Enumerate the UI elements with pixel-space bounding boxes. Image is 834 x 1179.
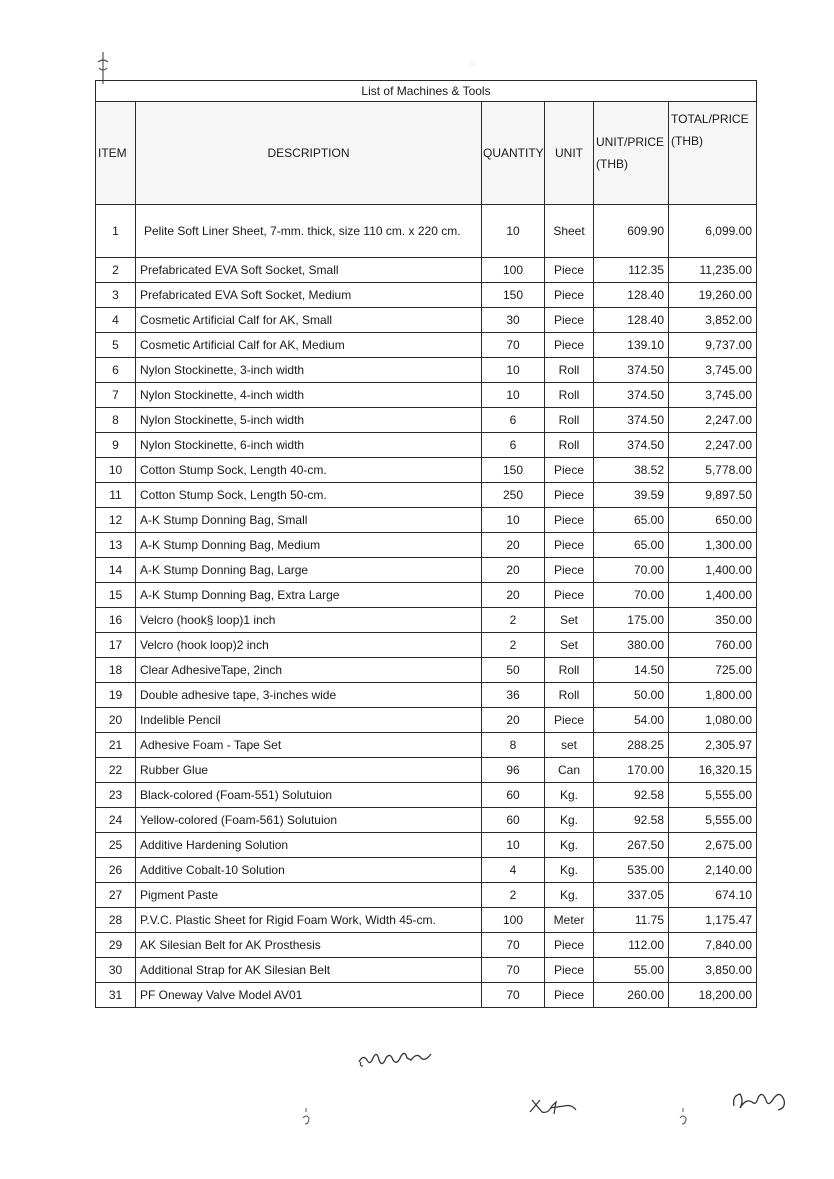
table-title: List of Machines & Tools [96, 81, 757, 102]
table-row [96, 733, 757, 758]
cell-unit: Sheet [545, 205, 594, 258]
cell-item: 18 [96, 658, 136, 683]
cell-description: Double adhesive tape, 3-inches wide [136, 683, 482, 708]
cell-description: Additive Hardening Solution [136, 833, 482, 858]
cell-unit-price: 92.58 [594, 783, 669, 808]
cell-total-price: 18,200.00 [669, 983, 757, 1008]
cell-unit: Can [545, 758, 594, 783]
cell-unit-price: 139.10 [594, 333, 669, 358]
cell-total-price: 2,140.00 [669, 858, 757, 883]
table-row [96, 958, 757, 983]
cell-unit: Piece [545, 283, 594, 308]
cell-total-price: 3,850.00 [669, 958, 757, 983]
cell-total-price: 725.00 [669, 658, 757, 683]
cell-quantity: 96 [482, 758, 545, 783]
cell-total-price: 5,555.00 [669, 808, 757, 833]
cell-unit: Roll [545, 683, 594, 708]
cell-description: PF Oneway Valve Model AV01 [136, 983, 482, 1008]
cell-total-price: 3,745.00 [669, 358, 757, 383]
table-row [96, 658, 757, 683]
cell-unit: Piece [545, 983, 594, 1008]
cell-unit-price: 54.00 [594, 708, 669, 733]
header-unit-price-line2: (THB) [596, 157, 628, 171]
cell-quantity: 4 [482, 858, 545, 883]
cell-item: 26 [96, 858, 136, 883]
cell-total-price: 3,852.00 [669, 308, 757, 333]
cell-total-price: 5,778.00 [669, 458, 757, 483]
ink-mark-2 [678, 1106, 688, 1128]
cell-unit-price: 175.00 [594, 608, 669, 633]
cell-item: 17 [96, 633, 136, 658]
cell-unit-price: 267.50 [594, 833, 669, 858]
table-row [96, 983, 757, 1008]
cell-unit: Piece [545, 483, 594, 508]
cell-quantity: 70 [482, 983, 545, 1008]
cell-description: P.V.C. Plastic Sheet for Rigid Foam Work, Width 45-cm. [136, 908, 482, 933]
cell-quantity: 60 [482, 783, 545, 808]
cell-item: 8 [96, 408, 136, 433]
cell-description: Rubber Glue [136, 758, 482, 783]
cell-description: Prefabricated EVA Soft Socket, Medium [136, 283, 482, 308]
cell-unit: Piece [545, 333, 594, 358]
table-row [96, 908, 757, 933]
cell-unit: Kg. [545, 858, 594, 883]
table-row [96, 808, 757, 833]
table-row [96, 708, 757, 733]
cell-unit: Roll [545, 408, 594, 433]
cell-unit: Kg. [545, 808, 594, 833]
cell-unit-price: 65.00 [594, 508, 669, 533]
cell-quantity: 2 [482, 608, 545, 633]
header-total-price-line2: (THB) [671, 134, 703, 148]
cell-unit-price: 260.00 [594, 983, 669, 1008]
handwritten-signature-1 [355, 1046, 437, 1072]
cell-item: 2 [96, 258, 136, 283]
cell-unit-price: 112.35 [594, 258, 669, 283]
cell-total-price: 1,175.47 [669, 908, 757, 933]
cell-unit: Piece [545, 583, 594, 608]
cell-item: 30 [96, 958, 136, 983]
cell-unit-price: 374.50 [594, 433, 669, 458]
header-total-price-line1: TOTAL/PRICE [671, 112, 749, 126]
cell-unit-price: 374.50 [594, 358, 669, 383]
cell-unit-price: 112.00 [594, 933, 669, 958]
cell-unit: Roll [545, 433, 594, 458]
cell-total-price: 1,400.00 [669, 583, 757, 608]
header-total-price [669, 102, 757, 205]
cell-unit: Kg. [545, 833, 594, 858]
cell-quantity: 20 [482, 583, 545, 608]
table-row [96, 358, 757, 383]
cell-unit-price: 374.50 [594, 408, 669, 433]
cell-description: Clear AdhesiveTape, 2inch [136, 658, 482, 683]
cell-description: Velcro (hook§ loop)1 inch [136, 608, 482, 633]
cell-unit-price: 374.50 [594, 383, 669, 408]
cell-unit: Set [545, 608, 594, 633]
header-row [96, 102, 757, 205]
cell-unit-price: 92.58 [594, 808, 669, 833]
cell-unit-price: 55.00 [594, 958, 669, 983]
cell-item: 24 [96, 808, 136, 833]
cell-unit: Roll [545, 658, 594, 683]
cell-item: 25 [96, 833, 136, 858]
cell-item: 21 [96, 733, 136, 758]
cell-quantity: 70 [482, 958, 545, 983]
cell-item: 9 [96, 433, 136, 458]
cell-total-price: 2,247.00 [669, 433, 757, 458]
header-unit: UNIT [545, 102, 594, 205]
cell-item: 7 [96, 383, 136, 408]
cell-unit-price: 11.75 [594, 908, 669, 933]
cell-unit-price: 65.00 [594, 533, 669, 558]
cell-total-price: 2,305.97 [669, 733, 757, 758]
table-row [96, 933, 757, 958]
table-row [96, 683, 757, 708]
table-row [96, 533, 757, 558]
header-unit-price-line1: UNIT/PRICE [596, 135, 665, 149]
cell-unit: Kg. [545, 883, 594, 908]
cell-total-price: 9,737.00 [669, 333, 757, 358]
cell-unit-price: 128.40 [594, 308, 669, 333]
cell-quantity: 100 [482, 258, 545, 283]
cell-description: AK Silesian Belt for AK Prosthesis [136, 933, 482, 958]
cell-unit: Roll [545, 358, 594, 383]
table-row [96, 383, 757, 408]
cell-quantity: 10 [482, 205, 545, 258]
cell-item: 14 [96, 558, 136, 583]
cell-total-price: 7,840.00 [669, 933, 757, 958]
cell-item: 4 [96, 308, 136, 333]
cell-description: Nylon Stockinette, 5-inch width [136, 408, 482, 433]
cell-quantity: 10 [482, 833, 545, 858]
ink-mark-1 [301, 1106, 311, 1128]
cell-description: Nylon Stockinette, 4-inch width [136, 383, 482, 408]
cell-total-price: 1,080.00 [669, 708, 757, 733]
cell-description: Cosmetic Artificial Calf for AK, Small [136, 308, 482, 333]
cell-item: 28 [96, 908, 136, 933]
table-row [96, 283, 757, 308]
cell-description: Prefabricated EVA Soft Socket, Small [136, 258, 482, 283]
cell-item: 22 [96, 758, 136, 783]
cell-quantity: 60 [482, 808, 545, 833]
cell-quantity: 10 [482, 358, 545, 383]
cell-total-price: 674.10 [669, 883, 757, 908]
cell-quantity: 70 [482, 333, 545, 358]
cell-unit-price: 170.00 [594, 758, 669, 783]
table-row [96, 633, 757, 658]
cell-description: Yellow-colored (Foam-561) Solutuion [136, 808, 482, 833]
cell-total-price: 1,400.00 [669, 558, 757, 583]
handwritten-signature-2 [528, 1094, 584, 1120]
cell-description: Cotton Stump Sock, Length 50-cm. [136, 483, 482, 508]
cell-total-price: 2,675.00 [669, 833, 757, 858]
cell-item: 10 [96, 458, 136, 483]
cell-unit: Piece [545, 308, 594, 333]
cell-quantity: 150 [482, 458, 545, 483]
table-row [96, 408, 757, 433]
cell-description: Velcro (hook loop)2 inch [136, 633, 482, 658]
cell-item: 1 [96, 205, 136, 258]
table-row [96, 458, 757, 483]
cell-item: 12 [96, 508, 136, 533]
cell-unit-price: 38.52 [594, 458, 669, 483]
cell-unit-price: 50.00 [594, 683, 669, 708]
cell-item: 31 [96, 983, 136, 1008]
cell-unit-price: 380.00 [594, 633, 669, 658]
cell-description: A-K Stump Donning Bag, Extra Large [136, 583, 482, 608]
cell-quantity: 20 [482, 558, 545, 583]
cell-total-price: 19,260.00 [669, 283, 757, 308]
cell-unit: Piece [545, 508, 594, 533]
cell-description: Cosmetic Artificial Calf for AK, Medium [136, 333, 482, 358]
cell-quantity: 2 [482, 883, 545, 908]
cell-quantity: 10 [482, 383, 545, 408]
table-row [96, 333, 757, 358]
cell-unit: set [545, 733, 594, 758]
cell-total-price: 1,300.00 [669, 533, 757, 558]
table-row [96, 558, 757, 583]
cell-total-price: 16,320.15 [669, 758, 757, 783]
cell-unit: Piece [545, 533, 594, 558]
scan-mark: ◌ [470, 58, 476, 68]
cell-unit: Piece [545, 958, 594, 983]
cell-quantity: 8 [482, 733, 545, 758]
header-quantity: QUANTITY [482, 102, 545, 205]
cell-quantity: 36 [482, 683, 545, 708]
cell-unit-price: 128.40 [594, 283, 669, 308]
cell-unit: Piece [545, 708, 594, 733]
cell-total-price: 9,897.50 [669, 483, 757, 508]
cell-item: 16 [96, 608, 136, 633]
cell-quantity: 150 [482, 283, 545, 308]
cell-unit: Meter [545, 908, 594, 933]
cell-description: Nylon Stockinette, 3-inch width [136, 358, 482, 383]
cell-item: 20 [96, 708, 136, 733]
cell-quantity: 50 [482, 658, 545, 683]
cell-quantity: 100 [482, 908, 545, 933]
cell-unit-price: 337.05 [594, 883, 669, 908]
cell-total-price: 11,235.00 [669, 258, 757, 283]
cell-unit-price: 70.00 [594, 558, 669, 583]
cell-description: Additive Cobalt-10 Solution [136, 858, 482, 883]
cell-item: 23 [96, 783, 136, 808]
cell-description: A-K Stump Donning Bag, Medium [136, 533, 482, 558]
cell-item: 19 [96, 683, 136, 708]
cell-description: A-K Stump Donning Bag, Large [136, 558, 482, 583]
cell-item: 5 [96, 333, 136, 358]
cell-item: 15 [96, 583, 136, 608]
cell-unit-price: 14.50 [594, 658, 669, 683]
cell-quantity: 20 [482, 708, 545, 733]
cell-item: 3 [96, 283, 136, 308]
cell-quantity: 6 [482, 433, 545, 458]
header-description: DESCRIPTION [136, 102, 482, 205]
cell-quantity: 20 [482, 533, 545, 558]
table-row [96, 205, 757, 258]
cell-total-price: 650.00 [669, 508, 757, 533]
cell-unit-price: 609.90 [594, 205, 669, 258]
cell-description: Black-colored (Foam-551) Solutuion [136, 783, 482, 808]
cell-unit: Roll [545, 383, 594, 408]
header-unit-price [594, 102, 669, 205]
cell-description: Nylon Stockinette, 6-inch width [136, 433, 482, 458]
cell-item: 13 [96, 533, 136, 558]
cell-item: 27 [96, 883, 136, 908]
cell-description: Cotton Stump Sock, Length 40-cm. [136, 458, 482, 483]
cell-quantity: 30 [482, 308, 545, 333]
cell-unit-price: 70.00 [594, 583, 669, 608]
cell-total-price: 5,555.00 [669, 783, 757, 808]
table-row [96, 883, 757, 908]
cell-total-price: 3,745.00 [669, 383, 757, 408]
cell-quantity: 2 [482, 633, 545, 658]
cell-quantity: 6 [482, 408, 545, 433]
cell-description: A-K Stump Donning Bag, Small [136, 508, 482, 533]
cell-unit: Piece [545, 933, 594, 958]
cell-unit: Piece [545, 458, 594, 483]
cell-total-price: 760.00 [669, 633, 757, 658]
table-row [96, 608, 757, 633]
cell-unit-price: 288.25 [594, 733, 669, 758]
cell-quantity: 70 [482, 933, 545, 958]
cell-total-price: 6,099.00 [669, 205, 757, 258]
table-row [96, 433, 757, 458]
machines-tools-table [95, 80, 757, 1008]
cell-item: 29 [96, 933, 136, 958]
cell-unit: Kg. [545, 783, 594, 808]
cell-description: Pelite Soft Liner Sheet, 7-mm. thick, size 110 cm. x 220 cm. [136, 205, 482, 258]
cell-unit: Piece [545, 258, 594, 283]
table-row [96, 783, 757, 808]
cell-quantity: 250 [482, 483, 545, 508]
cell-unit: Set [545, 633, 594, 658]
cell-description: Adhesive Foam - Tape Set [136, 733, 482, 758]
cell-description: Pigment Paste [136, 883, 482, 908]
table-row [96, 308, 757, 333]
cell-unit-price: 535.00 [594, 858, 669, 883]
table-row [96, 483, 757, 508]
cell-description: Additional Strap for AK Silesian Belt [136, 958, 482, 983]
table-row [96, 508, 757, 533]
cell-total-price: 2,247.00 [669, 408, 757, 433]
header-item: ITEM [96, 102, 136, 205]
cell-total-price: 1,800.00 [669, 683, 757, 708]
cell-item: 6 [96, 358, 136, 383]
cell-unit-price: 39.59 [594, 483, 669, 508]
table-row [96, 583, 757, 608]
cell-total-price: 350.00 [669, 608, 757, 633]
table-row [96, 758, 757, 783]
table-row [96, 258, 757, 283]
cell-description: Indelible Pencil [136, 708, 482, 733]
cell-quantity: 10 [482, 508, 545, 533]
table-row [96, 858, 757, 883]
table-row [96, 833, 757, 858]
cell-item: 11 [96, 483, 136, 508]
handwritten-signature-3 [728, 1086, 792, 1118]
cell-unit: Piece [545, 558, 594, 583]
